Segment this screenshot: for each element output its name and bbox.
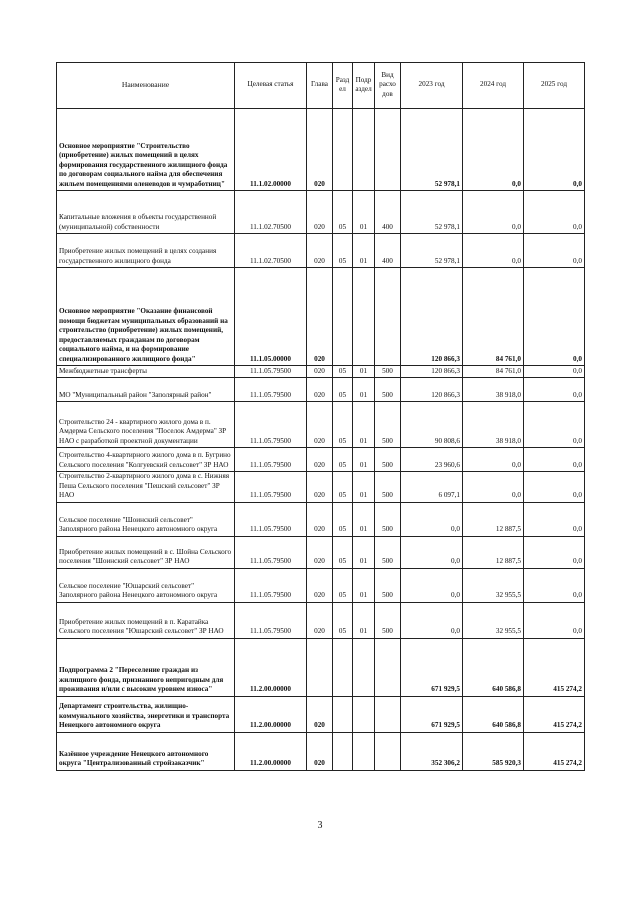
table-cell-subsection: 01 [353,234,375,268]
table-cell-name: Сельское поселение "Юшарский сельсовет" Заполярного района Ненецкого автономного округа [57,568,235,602]
table-cell-2025: 0,0 [524,536,585,568]
table-cell-section: 05 [333,378,353,402]
table-cell-target: 11.1.05.79500 [235,502,307,536]
table-cell-2025: 0,0 [524,109,585,191]
table-cell-name: Сельское поселение "Шоинский сельсовет" Заполярного района Ненецкого автономного округа [57,502,235,536]
table-cell-target: 11.2.00.00000 [235,696,307,732]
table-cell-2023: 671 929,5 [401,638,463,696]
table-cell-2023: 52 978,1 [401,191,463,234]
table-cell-2023: 23 960,6 [401,448,463,472]
table-cell-expense-type [375,268,401,366]
budget-table [56,62,585,771]
table-cell-subsection: 01 [353,191,375,234]
table-cell-target: 11.1.05.79500 [235,536,307,568]
page-number: 3 [317,820,323,831]
table-cell-name: Подпрограмма 2 "Переселение граждан из жилищного фонда, признанного непригодным для проживания и/или с высоким уровнем износа" [57,638,235,696]
table-cell-subsection: 01 [353,536,375,568]
table-cell-name: Строительство 2-квартирного жилого дома в с. Нижняя Пеша Сельского поселения "Пешский сельсовет" ЗР НАО [57,472,235,503]
table-cell-2025: 0,0 [524,448,585,472]
table-cell-section [333,732,353,770]
table-cell-section: 05 [333,568,353,602]
header-row [57,63,585,109]
table-cell-2024: 84 761,0 [463,366,524,378]
table-cell-2024: 0,0 [463,234,524,268]
table-cell-subsection [353,638,375,696]
table-cell-subsection: 01 [353,366,375,378]
table-cell-section [333,638,353,696]
table-cell-name: Строительство 4-квартирного жилого дома в п. Бугрино Сельского поселения "Колгуевский сельсовет" ЗР НАО [57,448,235,472]
table-cell-subsection [353,109,375,191]
table-cell-2023: 0,0 [401,602,463,638]
header-section: Разд ел [333,63,353,109]
table-cell-chapter: 020 [307,602,333,638]
table-cell-subsection [353,732,375,770]
table-cell-2025: 0,0 [524,472,585,503]
table-cell-name: Приобретение жилых помещений в п. Каратайка Сельского поселения "Юшарский сельсовет" ЗР НАО [57,602,235,638]
table-cell-chapter: 020 [307,448,333,472]
table-cell-2025: 0,0 [524,366,585,378]
table-cell-2024: 0,0 [463,472,524,503]
table-cell-2024: 84 761,0 [463,268,524,366]
table-cell-2023: 352 306,2 [401,732,463,770]
table-cell-2024: 12 887,5 [463,502,524,536]
table-cell-subsection: 01 [353,448,375,472]
table-cell-expense-type: 500 [375,536,401,568]
table-cell-subsection: 01 [353,472,375,503]
table-cell-expense-type [375,732,401,770]
table-cell-target: 11.2.00.00000 [235,638,307,696]
table-cell-subsection [353,696,375,732]
table-cell-name: Казённое учреждение Ненецкого автономного округа "Централизованный стройзаказчик" [57,732,235,770]
table-cell-section: 05 [333,191,353,234]
table-cell-chapter: 020 [307,234,333,268]
table-cell-2023: 6 097,1 [401,472,463,503]
table-cell-chapter: 020 [307,696,333,732]
table-cell-subsection: 01 [353,502,375,536]
table-cell-subsection: 01 [353,378,375,402]
table-cell-2024: 585 920,3 [463,732,524,770]
table-cell-expense-type [375,638,401,696]
table-cell-2023: 0,0 [401,536,463,568]
table-cell-2023: 120 866,3 [401,366,463,378]
table-row [57,536,585,568]
table-cell-name: Основное мероприятие "Строительство (приобретение) жилых помещений в целях формирования государственного жилищного фонда по договорам социального найма для обеспечения жильем помещениями оленеводов и чумработниц" [57,109,235,191]
table-row [57,602,585,638]
table-cell-target: 11.1.05.79500 [235,568,307,602]
table-row [57,568,585,602]
table-cell-2024: 32 955,5 [463,602,524,638]
table-cell-2024: 0,0 [463,191,524,234]
table-cell-chapter: 020 [307,268,333,366]
table-cell-target: 11.1.05.79500 [235,472,307,503]
table-cell-section [333,109,353,191]
table-row [57,268,585,366]
table-row [57,378,585,402]
table-cell-subsection: 01 [353,602,375,638]
table-cell-expense-type: 500 [375,502,401,536]
table-cell-chapter: 020 [307,378,333,402]
table-cell-expense-type: 500 [375,568,401,602]
table-cell-chapter: 020 [307,536,333,568]
table-cell-expense-type: 400 [375,191,401,234]
table-cell-2024: 640 586,8 [463,638,524,696]
table-row [57,366,585,378]
table-cell-2024: 38 918,0 [463,402,524,448]
table-cell-subsection: 01 [353,402,375,448]
table-cell-chapter: 020 [307,568,333,602]
table-cell-chapter [307,638,333,696]
table-cell-chapter: 020 [307,402,333,448]
table-cell-name: Строительство 24 - квартирного жилого дома в п. Амдерма Сельского поселения "Поселок Амдерма" ЗР НАО с разработкой проектной документации [57,402,235,448]
table-row [57,191,585,234]
table-cell-2023: 671 929,5 [401,696,463,732]
table-cell-2023: 120 866,3 [401,378,463,402]
table-cell-section: 05 [333,502,353,536]
table-cell-section: 05 [333,536,353,568]
table-cell-expense-type: 400 [375,234,401,268]
table-cell-2024: 0,0 [463,109,524,191]
table-cell-expense-type: 500 [375,602,401,638]
table-cell-section [333,696,353,732]
table-cell-expense-type: 500 [375,366,401,378]
table-cell-2023: 52 978,1 [401,234,463,268]
table-cell-target: 11.1.02.70500 [235,234,307,268]
table-cell-2024: 0,0 [463,448,524,472]
table-cell-name: Капитальные вложения в объекты государственной (муниципальной) собственности [57,191,235,234]
header-expense-type: Вид расхо дов [375,63,401,109]
table-cell-chapter: 020 [307,191,333,234]
table-cell-2025: 415 274,2 [524,732,585,770]
table-cell-2024: 640 586,8 [463,696,524,732]
table-cell-section: 05 [333,366,353,378]
table-cell-2023: 0,0 [401,502,463,536]
table-cell-section: 05 [333,402,353,448]
table-cell-section: 05 [333,472,353,503]
table-cell-target: 11.1.05.79500 [235,378,307,402]
table-cell-2023: 120 866,3 [401,268,463,366]
table-cell-subsection [353,268,375,366]
header-2025: 2025 год [524,63,585,109]
table-cell-target: 11.1.05.00000 [235,268,307,366]
table-cell-expense-type: 500 [375,378,401,402]
table-cell-name: Департамент строительства, жилищно-коммунального хозяйства, энергетики и транспорта Ненецкого автономного округа [57,696,235,732]
table-row [57,472,585,503]
table-cell-expense-type: 500 [375,472,401,503]
table-cell-2025: 0,0 [524,191,585,234]
table-cell-subsection: 01 [353,568,375,602]
table-cell-section: 05 [333,602,353,638]
header-2023: 2023 год [401,63,463,109]
table-cell-2023: 52 978,1 [401,109,463,191]
header-target: Целевая статья [235,63,307,109]
table-cell-2024: 38 918,0 [463,378,524,402]
table-cell-section: 05 [333,234,353,268]
header-chapter: Глава [307,63,333,109]
table-cell-2025: 0,0 [524,268,585,366]
header-name: Наименование [57,63,235,109]
table-cell-target: 11.1.05.79500 [235,366,307,378]
table-cell-2025: 0,0 [524,502,585,536]
table-cell-chapter: 020 [307,502,333,536]
table-row [57,638,585,696]
table-cell-target: 11.1.05.79500 [235,402,307,448]
table-cell-name: Межбюджетные трансферты [57,366,235,378]
table-row [57,109,585,191]
table-cell-section [333,268,353,366]
table-cell-expense-type: 500 [375,448,401,472]
table-cell-name: МО "Муниципальный район "Заполярный район" [57,378,235,402]
table-cell-name: Приобретение жилых помещений в целях создания государственного жилищного фонда [57,234,235,268]
table-cell-2023: 90 808,6 [401,402,463,448]
table-cell-2025: 0,0 [524,234,585,268]
table-cell-target: 11.2.00.00000 [235,732,307,770]
table-cell-chapter: 020 [307,109,333,191]
table-row [57,234,585,268]
table-cell-target: 11.1.02.70500 [235,191,307,234]
table-cell-name: Основное мероприятие "Оказание финансовой помощи бюджетам муниципальных образований на строительство (приобретение) жилых помещений, предоставляемых гражданам по договорам социального найма, и на формирование специализированного жилищного фонда" [57,268,235,366]
table-row [57,502,585,536]
table-cell-2024: 12 887,5 [463,536,524,568]
table-row [57,448,585,472]
table-cell-chapter: 020 [307,366,333,378]
table-cell-target: 11.1.05.79500 [235,602,307,638]
table-cell-2025: 0,0 [524,402,585,448]
table-cell-expense-type [375,109,401,191]
table-cell-chapter: 020 [307,472,333,503]
table-cell-name: Приобретение жилых помещений в с. Шойна Сельского поселения "Шоинский сельсовет" ЗР НАО [57,536,235,568]
table-cell-2025: 0,0 [524,378,585,402]
header-2024: 2024 год [463,63,524,109]
table-cell-expense-type [375,696,401,732]
table-cell-section: 05 [333,448,353,472]
table-row [57,696,585,732]
table-row [57,402,585,448]
table-cell-target: 11.1.02.00000 [235,109,307,191]
table-cell-2025: 0,0 [524,568,585,602]
table-row [57,732,585,770]
table-cell-2025: 0,0 [524,602,585,638]
table-cell-chapter: 020 [307,732,333,770]
table-cell-2025: 415 274,2 [524,696,585,732]
table-cell-2023: 0,0 [401,568,463,602]
table-cell-expense-type: 500 [375,402,401,448]
table-cell-target: 11.1.05.79500 [235,448,307,472]
table-cell-2025: 415 274,2 [524,638,585,696]
header-subsection: Подр аздел [353,63,375,109]
table-cell-2024: 32 955,5 [463,568,524,602]
